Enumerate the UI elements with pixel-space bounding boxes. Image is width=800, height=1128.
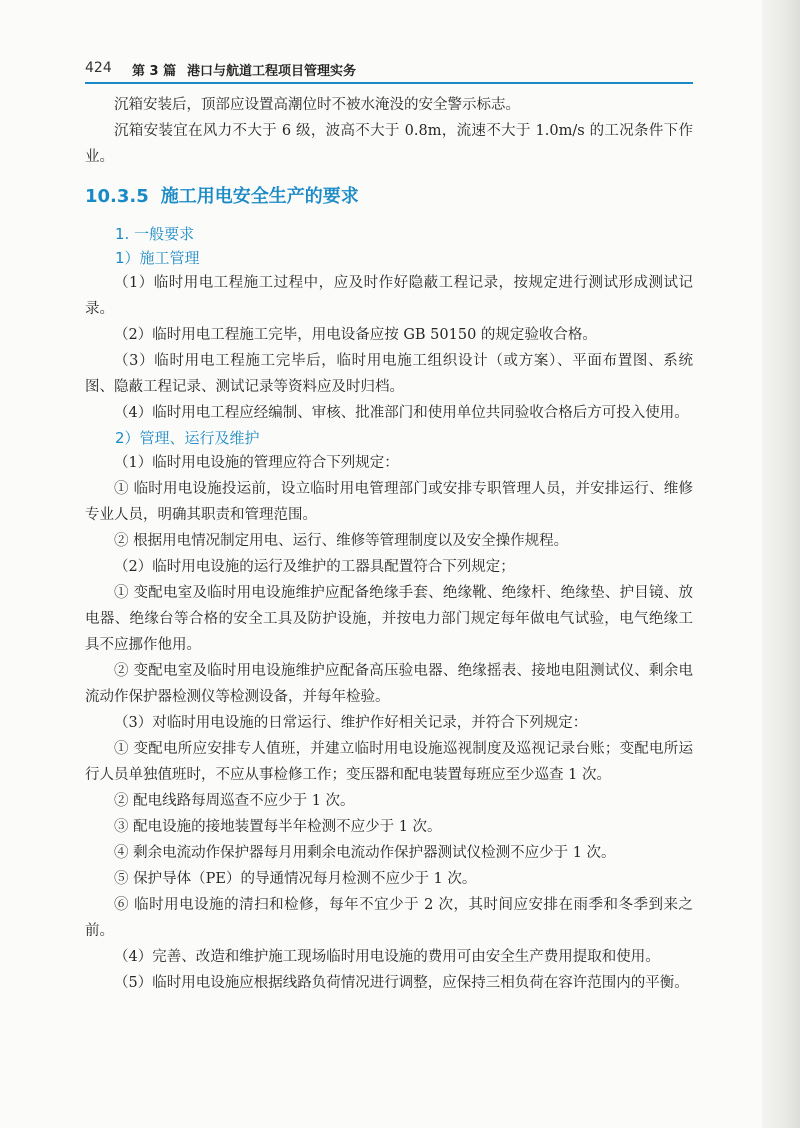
list-item: ① 临时用电设施投运前，设立临时用电管理部门或安排专职管理人员，并安排运行、维修专业人员，明确其职责和管理范围。 (85, 481, 693, 523)
list-item: （4）完善、改造和维护施工现场临时用电设施的费用可由安全生产费用提取和使用。 (114, 949, 660, 965)
book-spine-shadow (762, 0, 800, 1128)
list-item: （1）临时用电工程施工过程中，应及时作好隐蔽工程记录，按规定进行测试形成测试记录。 (85, 275, 693, 317)
subsection-heading: 1. 一般要求 (115, 225, 195, 243)
list-item: （1）临时用电设施的管理应符合下列规定： (114, 455, 399, 471)
list-item: （2）临时用电设施的运行及维护的工器具配置符合下列规定； (114, 559, 515, 575)
section-heading (85, 183, 693, 211)
list-item: ① 变配电室及临时用电设施维护应配备绝缘手套、绝缘靴、绝缘杆、绝缘垫、护目镜、放电器、绝缘台等合格的安全工具及防护设施，并按电力部门规定每年做电气试验，电气绝缘工具不应挪作他用。 (85, 585, 693, 653)
list-item: （3）对临时用电设施的日常运行、维护作好相关记录，并符合下列规定： (114, 715, 588, 731)
list-item: ② 变配电室及临时用电设施维护应配备高压验电器、绝缘摇表、接地电阻测试仪、剩余电流动作保护器检测仪等检测设备，并每年检验。 (85, 663, 693, 705)
subsection-heading: 2）管理、运行及维护 (115, 429, 260, 447)
part-title: 港口与航道工程项目管理实务 (187, 64, 357, 79)
list-item: ⑤ 保护导体（PE）的导通情况每月检测不应少于 1 次。 (114, 871, 477, 887)
body-text (85, 92, 693, 996)
list-item: （2）临时用电工程施工完毕，用电设备应按 GB 50150 的规定验收合格。 (114, 327, 597, 343)
running-header (85, 58, 693, 82)
part-label: 第 3 篇 (132, 64, 177, 79)
list-item: （3）临时用电工程施工完毕后，临时用电施工组织设计（或方案）、平面布置图、系统图、隐蔽工程记录、测试记录等资料应及时归档。 (85, 353, 693, 395)
page-number: 424 (85, 60, 112, 76)
list-item: ③ 配电设施的接地装置每半年检测不应少于 1 次。 (114, 819, 442, 835)
subsection-heading: 1）施工管理 (115, 249, 200, 267)
header-rule (85, 82, 693, 84)
list-item: ⑥ 临时用电设施的清扫和检修，每年不宜少于 2 次，其时间应安排在雨季和冬季到来之前。 (85, 897, 693, 939)
section-number: 10.3.5 (85, 186, 149, 207)
paragraph: 沉箱安装宜在风力不大于 6 级，波高不大于 0.8m，流速不大于 1.0m/s 的工况条件下作业。 (85, 123, 693, 165)
list-item: （4）临时用电工程应经编制、审核、批准部门和使用单位共同验收合格后方可投入使用。 (114, 405, 689, 421)
list-item: ② 配电线路每周巡查不应少于 1 次。 (114, 793, 355, 809)
list-item: ④ 剩余电流动作保护器每月用剩余电流动作保护器测试仪检测不应少于 1 次。 (114, 845, 616, 861)
section-title: 施工用电安全生产的要求 (160, 186, 359, 207)
list-item: ① 变配电所应安排专人值班，并建立临时用电设施巡视制度及巡视记录台账；变配电所运行人员单独值班时，不应从事检修工作；变压器和配电装置每班应至少巡查 1 次。 (85, 741, 693, 783)
paragraph: 沉箱安装后，顶部应设置高潮位时不被水淹没的安全警示标志。 (114, 97, 520, 113)
list-item: （5）临时用电设施应根据线路负荷情况进行调整，应保持三相负荷在容许范围内的平衡。 (114, 975, 689, 991)
list-item: ② 根据用电情况制定用电、运行、维修等管理制度以及安全操作规程。 (114, 533, 569, 549)
